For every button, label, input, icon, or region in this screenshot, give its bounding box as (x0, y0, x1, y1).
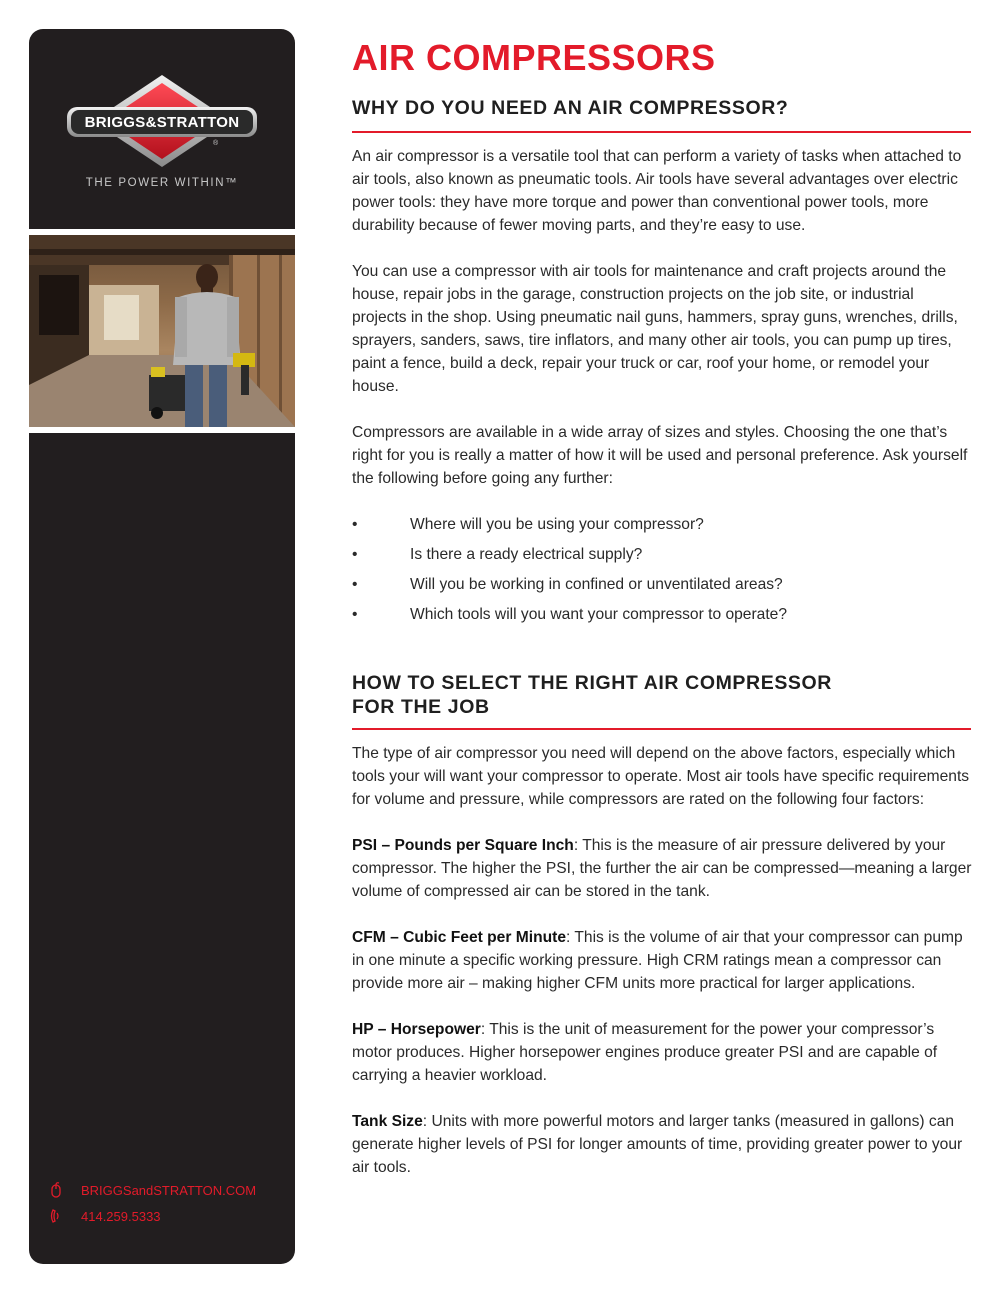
paragraph: The type of air compressor you need will depend on the above factors, especially which tools your will want your compressor to operate. Most air tools have specific requirements for volume and pressure, while compressors are rated on the following four factors: (352, 745, 970, 808)
page-title: AIR COMPRESSORS (352, 37, 716, 78)
registered-mark: ® (213, 140, 219, 147)
bullet: • (352, 516, 358, 533)
factor-term: Tank Size (352, 1113, 423, 1130)
contact-info (49, 1177, 289, 1229)
bullet: • (352, 546, 358, 563)
tagline: THE POWER WITHIN™ (85, 177, 239, 189)
factor-text: : Units with more powerful motors and larger tanks (measured in gallons) can generate higher levels of PSI for longer amounts of time, providing greater power to your air tools. (352, 1113, 963, 1176)
list-item (352, 573, 972, 603)
logo-area (29, 29, 295, 229)
paragraph: You can use a compressor with air tools for maintenance and craft projects around the house, repair jobs in the garage, construction projects on the job site, or industrial projects in the shop. Using pneumatic nail guns, hammers, spray guns, wrenches, drills, sprayers, sanders, saws, tire inflators, and many other air tools, you can pump up tires, paint a fence, build a deck, repair your truck or car, roof your home, or remodel your house. (352, 263, 958, 395)
website-link[interactable]: BRIGGSandSTRATTON.COM (81, 1182, 257, 1198)
factor-hp (352, 1018, 972, 1087)
list-item-text: Where will you be using your compressor? (410, 516, 704, 533)
garage-photo-illustration (29, 235, 295, 427)
section-heading-line: FOR THE JOB (352, 696, 490, 718)
list-item-text: Is there a ready electrical supply? (410, 546, 643, 563)
factor-term: HP – Horsepower (352, 1021, 481, 1038)
website-row[interactable] (49, 1177, 289, 1203)
factor-cfm (352, 926, 972, 995)
main-content (352, 38, 972, 1179)
phone-icon (49, 1208, 81, 1224)
list-item-text: Will you be working in confined or unventilated areas? (410, 576, 783, 593)
section-why (352, 96, 972, 633)
question-list (352, 513, 972, 633)
list-item (352, 603, 972, 633)
list-item (352, 543, 972, 573)
bullet: • (352, 576, 358, 593)
logo-wordmark: BRIGGS&STRATTON (84, 114, 240, 131)
factor-term: CFM – Cubic Feet per Minute (352, 929, 566, 946)
photo-divider-bottom (29, 427, 295, 433)
phone-number: 414.259.5333 (81, 1208, 161, 1224)
factor-text: : This is the unit of measurement for the power your compressor’s motor produces. Higher horsepower engines produce greater PSI and are capable of carrying a heavier workload. (352, 1021, 938, 1084)
paragraph: Compressors are available in a wide array of sizes and styles. Choosing the one that’s right for you is really a matter of how it will be used and personal preference. Ask yourself the following before going any further: (352, 424, 968, 487)
factor-term: PSI – Pounds per Square Inch (352, 837, 574, 854)
phone-row (49, 1203, 289, 1229)
list-item-text: Which tools will you want your compressor to operate? (410, 606, 788, 623)
sidebar (29, 29, 295, 1264)
heading-rule (352, 131, 971, 133)
factor-text: : This is the measure of air pressure delivered by your compressor. The higher the PSI, the further the air can be compressed—meaning a larger volume of compressed air can be stored in the tank. (352, 837, 972, 900)
paragraph: An air compressor is a versatile tool that can perform a variety of tasks when attached to air tools, also known as pneumatic tools. Air tools have several advantages over electric power tools: they have more torque and power than conventional power tools, more durability because of fewer moving parts, and they’re easy to use. (352, 148, 962, 234)
bullet: • (352, 606, 358, 623)
section-heading: WHY DO YOU NEED AN AIR COMPRESSOR? (352, 97, 789, 119)
factor-tank-size (352, 1110, 972, 1179)
factor-text: : This is the volume of air that your compressor can pump in one minute a specific working pressure. High CRM ratings mean a compressor can provide more air – making higher CFM units more practical for larger applications. (352, 929, 963, 992)
heading-rule (352, 728, 971, 730)
mouse-icon (49, 1182, 81, 1198)
section-how-to-select (352, 671, 972, 1179)
list-item (352, 513, 972, 543)
section-heading-line: HOW TO SELECT THE RIGHT AIR COMPRESSOR (352, 672, 832, 694)
worker-photo (29, 235, 295, 427)
factor-psi (352, 834, 972, 903)
section-heading (352, 671, 972, 719)
